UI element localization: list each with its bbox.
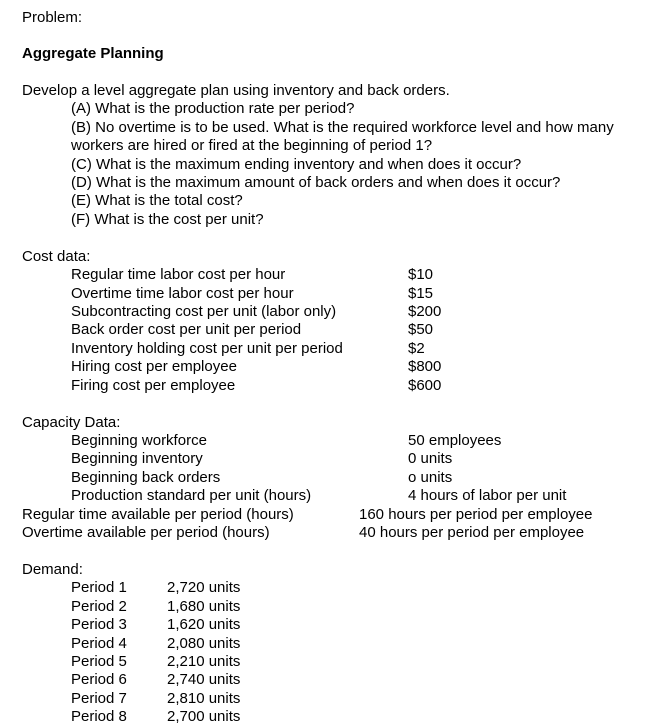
cost-label: Regular time labor cost per hour: [71, 266, 286, 283]
demand-period: Period 8: [71, 708, 127, 725]
demand-period: Period 7: [71, 690, 127, 707]
cost-label: Subcontracting cost per unit (labor only): [71, 303, 337, 320]
cost-heading: Cost data:: [22, 248, 91, 265]
capacity-label: Overtime available per period (hours): [22, 524, 270, 541]
cost-value: $2: [408, 340, 425, 357]
capacity-label: Regular time available per period (hours): [22, 506, 294, 523]
capacity-value: 4 hours of labor per unit: [408, 487, 567, 504]
cost-value: $10: [408, 266, 434, 283]
question-b: (B) No overtime is to be used. What is the required workforce level and how many workers are hired or fired at the beginning of period 1?: [71, 119, 614, 154]
capacity-value: o units: [408, 469, 453, 486]
question-e: (E) What is the total cost?: [71, 192, 243, 209]
capacity-label: Beginning inventory: [71, 450, 203, 467]
question-f: (F) What is the cost per unit?: [71, 211, 264, 228]
cost-value: $600: [408, 377, 442, 394]
demand-units: 2,810 units: [167, 690, 241, 707]
demand-units: 2,700 units: [167, 708, 241, 725]
demand-period: Period 3: [71, 616, 127, 633]
cost-label: Overtime time labor cost per hour: [71, 285, 294, 302]
demand-units: 2,210 units: [167, 653, 241, 670]
demand-period: Period 4: [71, 635, 127, 652]
cost-value: $200: [408, 303, 442, 320]
cost-label: Hiring cost per employee: [71, 358, 237, 375]
capacity-heading: Capacity Data:: [22, 414, 121, 431]
capacity-label: Production standard per unit (hours): [71, 487, 312, 504]
page-title: Aggregate Planning: [22, 45, 164, 62]
cost-value: $15: [408, 285, 434, 302]
problem-label: Problem:: [22, 9, 83, 26]
capacity-label: Beginning workforce: [71, 432, 207, 449]
capacity-value: 50 employees: [408, 432, 502, 449]
demand-period: Period 2: [71, 598, 127, 615]
question-d: (D) What is the maximum amount of back orders and when does it occur?: [71, 174, 561, 191]
cost-value: $800: [408, 358, 442, 375]
demand-units: 2,740 units: [167, 671, 241, 688]
capacity-value: 160 hours per period per employee: [359, 506, 593, 523]
cost-label: Inventory holding cost per unit per period: [71, 340, 343, 357]
cost-value: $50: [408, 321, 434, 338]
cost-label: Back order cost per unit per period: [71, 321, 302, 338]
demand-heading: Demand:: [22, 561, 83, 578]
demand-units: 1,680 units: [167, 598, 241, 615]
capacity-label: Beginning back orders: [71, 469, 221, 486]
demand-units: 1,620 units: [167, 616, 241, 633]
demand-period: Period 1: [71, 579, 127, 596]
cost-label: Firing cost per employee: [71, 377, 236, 394]
capacity-value: 40 hours per period per employee: [359, 524, 585, 541]
demand-period: Period 5: [71, 653, 127, 670]
question-a: (A) What is the production rate per period?: [71, 100, 355, 117]
question-c: (C) What is the maximum ending inventory and when does it occur?: [71, 156, 522, 173]
intro-text: Develop a level aggregate plan using inventory and back orders.: [22, 82, 450, 99]
demand-units: 2,720 units: [167, 579, 241, 596]
demand-units: 2,080 units: [167, 635, 241, 652]
capacity-value: 0 units: [408, 450, 453, 467]
demand-period: Period 6: [71, 671, 127, 688]
